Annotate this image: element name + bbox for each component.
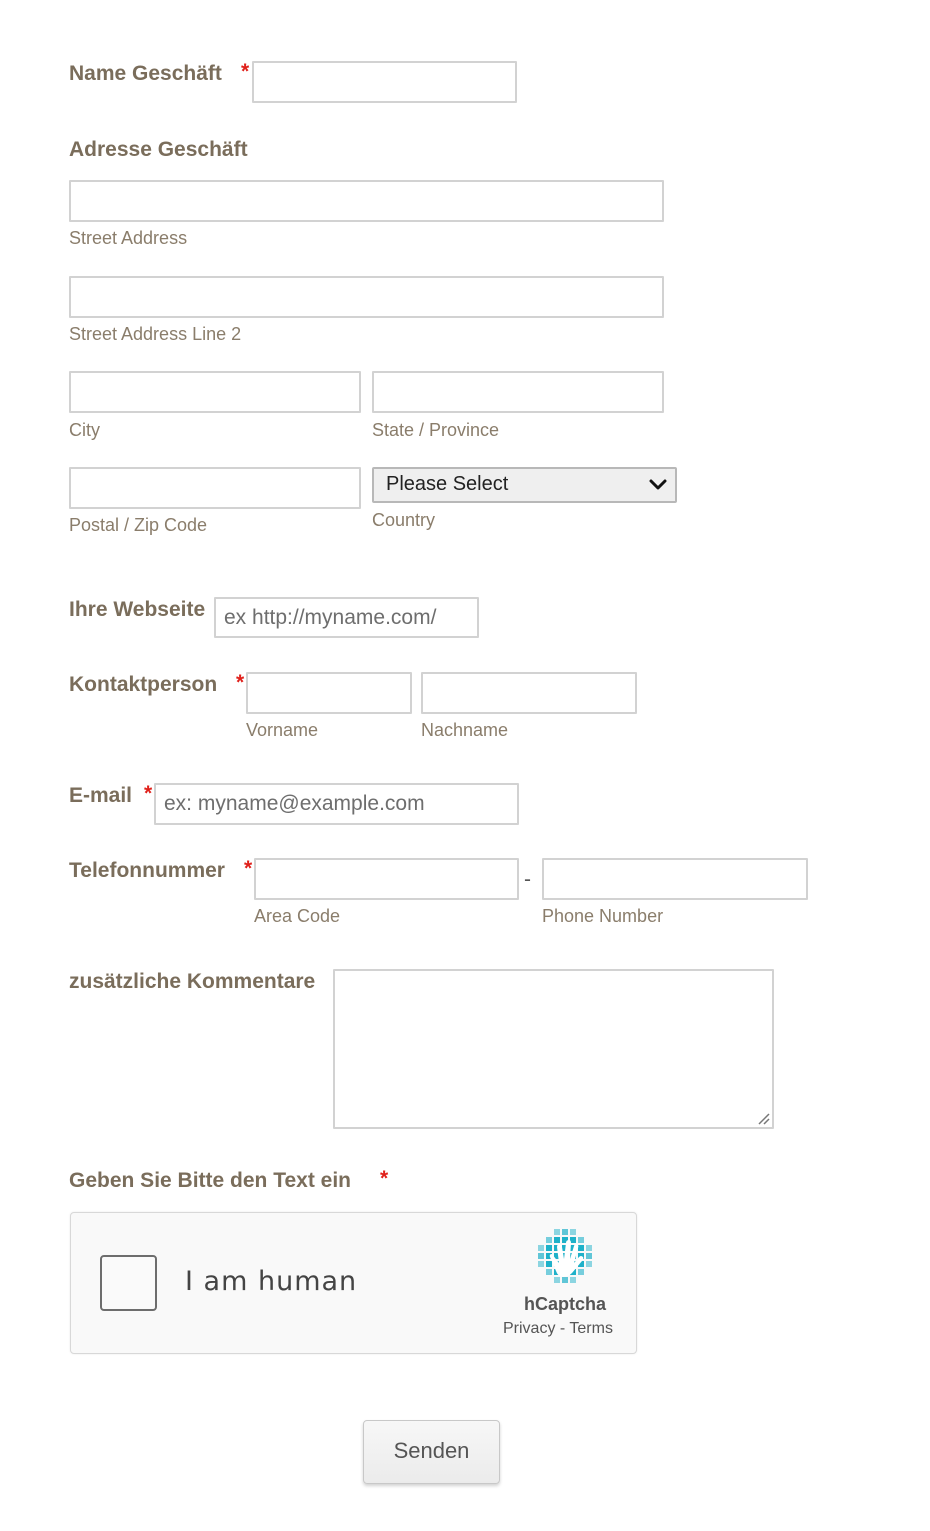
last-name-input[interactable] <box>421 672 637 714</box>
required-asterisk: * <box>236 671 245 694</box>
hcaptcha-privacy-link[interactable]: Privacy <box>503 1320 556 1337</box>
country-select[interactable] <box>372 467 677 503</box>
email-placeholder: ex: myname@example.com <box>164 792 425 815</box>
state-province-sublabel: State / Province <box>372 420 500 440</box>
required-asterisk: * <box>244 857 253 880</box>
hcaptcha-links-separator: - <box>555 1320 570 1337</box>
contact-person-label: Kontaktperson <box>69 673 218 696</box>
hcaptcha-logo-icon <box>534 1227 598 1291</box>
website-label: Ihre Webseite <box>69 598 206 621</box>
website-input[interactable] <box>214 597 479 638</box>
email-label: E-mail <box>69 784 133 807</box>
hcaptcha-widget <box>70 1212 637 1354</box>
street-address-sublabel: Street Address <box>69 228 188 248</box>
phone-label: Telefonnummer <box>69 859 225 882</box>
business-name-input[interactable] <box>252 61 517 103</box>
phone-separator: - <box>524 868 531 891</box>
first-name-sublabel: Vorname <box>246 720 319 740</box>
comments-label: zusätzliche Kommentare <box>69 970 316 993</box>
comments-textarea[interactable] <box>333 969 774 1129</box>
email-input[interactable] <box>154 783 519 825</box>
country-select-value: Please Select <box>386 473 509 495</box>
state-province-input[interactable] <box>372 371 664 413</box>
postal-code-input[interactable] <box>69 467 361 509</box>
last-name-sublabel: Nachname <box>421 720 509 740</box>
street-address-input[interactable] <box>69 180 664 222</box>
resize-handle-icon[interactable] <box>756 1111 770 1125</box>
chevron-down-icon <box>649 479 667 491</box>
first-name-input[interactable] <box>246 672 412 714</box>
phone-number-input[interactable] <box>542 858 808 900</box>
hcaptcha-brand: hCaptcha <box>524 1294 607 1314</box>
area-code-sublabel: Area Code <box>254 906 341 926</box>
business-address-label: Adresse Geschäft <box>69 138 248 161</box>
required-asterisk: * <box>380 1167 389 1190</box>
submit-button[interactable]: Senden <box>363 1420 500 1484</box>
city-input[interactable] <box>69 371 361 413</box>
hcaptcha-terms-link[interactable]: Terms <box>569 1320 613 1337</box>
area-code-input[interactable] <box>254 858 519 900</box>
captcha-label: Geben Sie Bitte den Text ein <box>69 1169 352 1192</box>
country-sublabel: Country <box>372 510 436 530</box>
hcaptcha-links <box>503 1320 613 1338</box>
city-sublabel: City <box>69 420 100 440</box>
captcha-checkbox[interactable] <box>100 1255 157 1311</box>
street-address-line2-input[interactable] <box>69 276 664 318</box>
postal-code-sublabel: Postal / Zip Code <box>69 515 208 535</box>
required-asterisk: * <box>144 782 153 805</box>
captcha-checkbox-label: I am human <box>185 1266 358 1297</box>
website-placeholder: ex http://myname.com/ <box>224 606 437 629</box>
street-address-line2-sublabel: Street Address Line 2 <box>69 324 242 344</box>
phone-number-sublabel: Phone Number <box>542 906 664 926</box>
required-asterisk: * <box>241 60 250 83</box>
business-name-label: Name Geschäft <box>69 62 222 85</box>
